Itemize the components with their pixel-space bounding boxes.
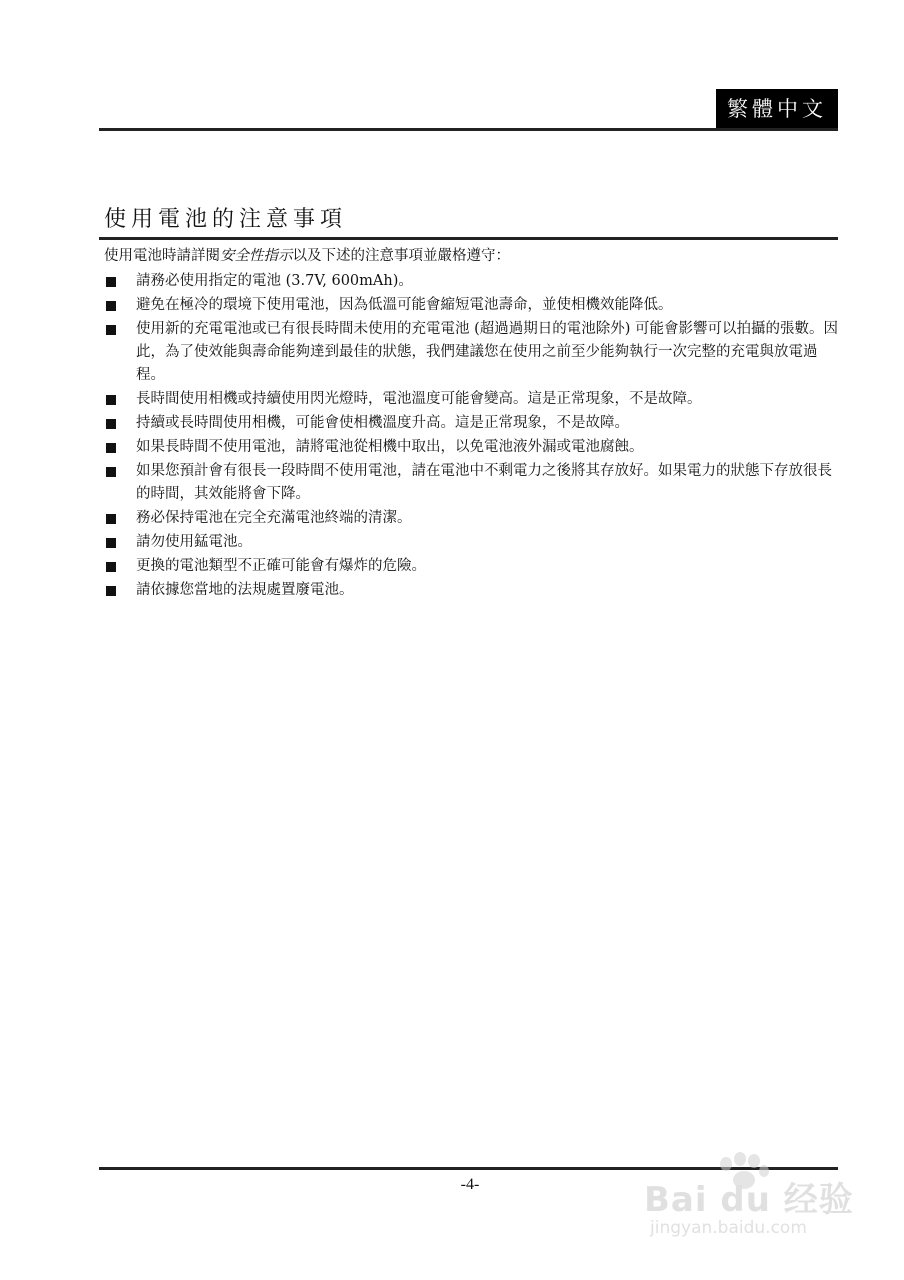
list-item-text: 持續或長時間使用相機，可能會使相機溫度升高。這是正常現象，不是故障。 (136, 415, 629, 431)
list-item-text: 更換的電池類型不正確可能會有爆炸的危險。 (136, 558, 426, 574)
content-body (104, 245, 842, 603)
intro-paragraph (104, 245, 842, 268)
watermark-url: jingyan.baidu.com (650, 1218, 807, 1238)
bullet-icon (106, 467, 116, 477)
list-item (104, 555, 842, 578)
list-item (104, 294, 842, 317)
watermark-logo (630, 1150, 870, 1250)
list-item (104, 579, 842, 602)
bullet-icon (106, 277, 116, 287)
list-item (104, 318, 842, 387)
bullet-icon (106, 443, 116, 453)
list-item-text: 如果您預計會有很長一段時間不使用電池，請在電池中不剩電力之後將其存放好。如果電力的狀態下存放很長的時間，其效能將會下降。 (136, 463, 832, 502)
title-rule (99, 237, 838, 240)
bullet-icon (106, 301, 116, 311)
intro-before: 使用電池時請詳閱 (104, 248, 220, 264)
list-item (104, 460, 842, 506)
list-item (104, 507, 842, 530)
list-item-text: 避免在極冷的環境下使用電池，因為低溫可能會縮短電池壽命，並使相機效能降低。 (136, 297, 673, 313)
list-item (104, 412, 842, 435)
intro-emphasis: 安全性指示 (220, 248, 293, 264)
intro-after: 以及下述的注意事項並嚴格遵守： (292, 248, 510, 264)
list-item (104, 388, 842, 411)
list-item-text: 如果長時間不使用電池，請將電池從相機中取出，以免電池液外漏或電池腐蝕。 (136, 439, 644, 455)
list-item-text: 使用新的充電電池或已有很長時間未使用的充電電池 (超過過期日的電池除外) 可能會影響可以拍攝的張數。因此，為了使效能與壽命能夠達到最佳的狀態，我們建議您在使用之前至少能夠執行一次完整的充電與放電過程。 (136, 321, 839, 383)
list-item-text: 請務必使用指定的電池 (3.7V, 600mAh)。 (136, 273, 413, 289)
list-item-text: 務必保持電池在完全充滿電池終端的清潔。 (136, 510, 412, 526)
bullet-icon (106, 586, 116, 596)
bullet-icon (106, 514, 116, 524)
bullet-icon (106, 325, 116, 335)
language-tab: 繁體中文 (716, 89, 838, 129)
list-item-text: 長時間使用相機或持續使用閃光燈時，電池溫度可能會變高。這是正常現象，不是故障。 (136, 391, 702, 407)
precautions-list (104, 270, 842, 602)
bullet-icon (106, 562, 116, 572)
bullet-icon (106, 419, 116, 429)
page-number: -4- (460, 1176, 480, 1193)
header-rule (99, 128, 838, 131)
bullet-icon (106, 395, 116, 405)
list-item (104, 531, 842, 554)
list-item (104, 436, 842, 459)
list-item-text: 請依據您當地的法規處置廢電池。 (136, 582, 354, 598)
bullet-icon (106, 538, 116, 548)
list-item (104, 270, 842, 293)
watermark-brand: Bai du 经验 (644, 1180, 854, 1220)
list-item-text: 請勿使用錳電池。 (136, 534, 252, 550)
section-title: 使用電池的注意事項 (104, 207, 348, 232)
